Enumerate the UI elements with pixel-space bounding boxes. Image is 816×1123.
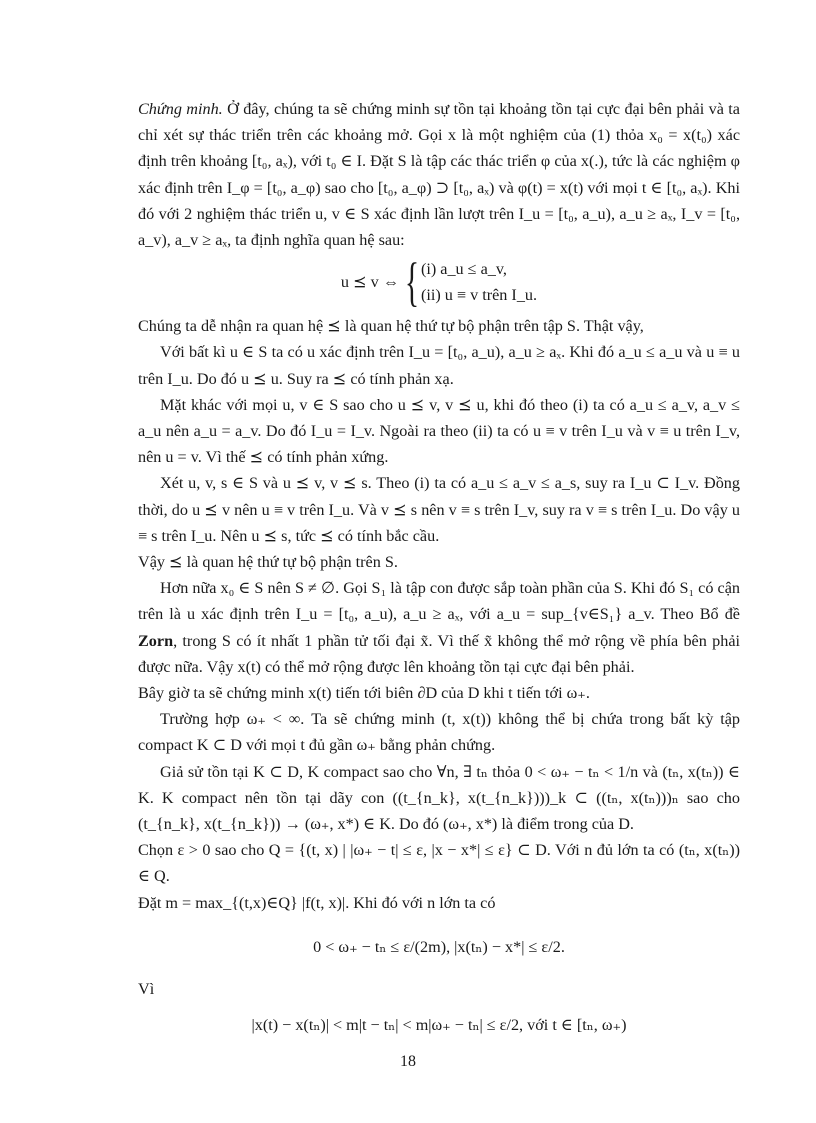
paragraph-zorn <box>138 575 740 680</box>
paragraph-transitive: Xét u, v, s ∈ S và u ⪯ v, v ⪯ s. Theo (i) ta có a_u ≤ a_v ≤ a_s, suy ra I_u ⊂ I_v. Đồng thời, do u ⪯ v nên u ≡ v trên I_u. Và v ⪯ s nên v ≡ s trên I_v, suy ra v ≡ s trên I_u. Do vậy u ≡ s trên I_u. Nên u ⪯ s, tức ⪯ có tính bắc cầu. <box>138 474 740 545</box>
paragraph-intro <box>138 96 740 253</box>
paragraph-boundary: Bây giờ ta sẽ chứng minh x(t) tiến tới biên ∂D của D khi t tiến tới ω₊. <box>138 684 590 703</box>
paragraph-since: Vì <box>138 980 155 999</box>
paragraph-contradiction: Giả sử tồn tại K ⊂ D, K compact sao cho ∀n, ∃ tₙ thỏa 0 < ω₊ − tₙ < 1/n và (tₙ, x(tₙ)) ∈ K. K compact nên tồn tại dãy con ((t_{n_k}, x(t_{n_k})))_k ⊂ ((tₙ, x(tₙ)))ₙ sao cho (t_{n_k}, x(t_{n_k})) → (ω₊, x*) ∈ K. Do đó (ω₊, x*) là điểm trong của D. <box>138 762 740 834</box>
paragraph-define-m: Đặt m = max_{(t,x)∈Q} |f(t, x)|. Khi đó với n lớn ta có <box>138 893 496 912</box>
equation-1: 0 < ω₊ − tₙ ≤ ε/(2m), |x(tₙ) − x*| ≤ ε/2. <box>313 937 565 956</box>
paragraph-conclusion-order: Vậy ⪯ là quan hệ thứ tự bộ phận trên S. <box>138 553 398 572</box>
paragraph-zorn-text-a: Hơn nữa x₀ ∈ S nên S ≠ ∅. Gọi S₁ là tập con được sắp toàn phần của S. Khi đó S₁ có cận trên là u xác định trên I_u = [t₀, a_u), a_u ≥ aₓ, với a_u = sup_{v∈S₁} a_v. Theo Bổ đề <box>138 579 740 624</box>
page-number: 18 <box>400 1053 416 1070</box>
paragraph-partial-order: Chúng ta dễ nhận ra quan hệ ⪯ là quan hệ thứ tự bộ phận trên tập S. Thật vậy, <box>138 317 644 336</box>
equation-2: |x(t) − x(tₙ)| < m|t − tₙ| < m|ω₊ − tₙ| ≤ ε/2, với t ∈ [tₙ, ω₊) <box>251 1016 627 1035</box>
zorn-bold: Zorn <box>138 631 174 650</box>
paragraph-reflexive: Với bất kì u ∈ S ta có u xác định trên I_u = [t₀, a_u), a_u ≥ aₓ. Khi đó a_u ≤ a_u và u ≡ u trên I_u. Do đó u ⪯ u. Suy ra ⪯ có tính phản xạ. <box>138 343 740 388</box>
case-1: (i) a_u ≤ a_v, <box>420 260 507 279</box>
case-lines <box>421 256 537 308</box>
paragraph-intro-text: Ở đây, chúng ta sẽ chứng minh sự tồn tại khoảng tồn tại cực đại bên phải và ta chỉ xét sự thác triển trên các khoảng mở. Gọi x là một nghiệm của (1) thỏa x₀ = x(t₀) xác định trên khoảng [t₀, aₓ), với t₀ ∈ I. Đặt S là tập các thác triển φ của x(.), tức là các nghiệm φ xác định trên I_φ = [t₀, a_φ) sao cho [t₀, a_φ) ⊃ [t₀, aₓ) và φ(t) = x(t) với mọi t ∈ [t₀, aₓ). Khi đó với 2 nghiệm thác triển u, v ∈ S xác định lần lượt trên I_u = [t₀, a_u), a_u ≥ aₓ, I_v = [t₀, a_v), a_v ≥ aₓ, ta định nghĩa quan hệ sau: <box>138 100 740 250</box>
relation-lhs: u ⪯ v ⇔ <box>340 273 400 292</box>
paragraph-zorn-text-b: , trong S có ít nhất 1 phần tử tối đại x̃. Vì thế x̃ không thể mở rộng về phía bên phải được nữa. Vậy x(t) có thể mở rộng được lên khoảng tồn tại cực đại bên phải. <box>138 631 740 676</box>
paragraph-antisymmetric: Mặt khác với mọi u, v ∈ S sao cho u ⪯ v, v ⪯ u, khi đó theo (i) ta có a_u ≤ a_v, a_v ≤ a_u nên a_u = a_v. Do đó I_u = I_v. Ngoài ra theo (ii) ta có u ≡ v trên I_u và v ≡ u trên I_v, nên u = v. Vì thế ⪯ có tính phản xứng. <box>138 395 740 467</box>
relation-definition <box>138 252 740 313</box>
page-body <box>138 96 740 1039</box>
proof-label: Chứng minh. <box>138 100 223 118</box>
case-2: (ii) u ≡ v trên I_u. <box>420 286 538 305</box>
left-brace: { <box>404 252 420 313</box>
paragraph-choose-epsilon: Chọn ε > 0 sao cho Q = {(t, x) | |ω₊ − t| ≤ ε, |x − x*| ≤ ε} ⊂ D. Với n đủ lớn ta có (tₙ, x(tₙ)) ∈ Q. <box>138 841 740 886</box>
paragraph-case-finite: Trường hợp ω₊ < ∞. Ta sẽ chứng minh (t, x(t)) không thể bị chứa trong bất kỳ tập compact K ⊂ D với mọi t đủ gần ω₊ bằng phản chứng. <box>138 710 740 755</box>
